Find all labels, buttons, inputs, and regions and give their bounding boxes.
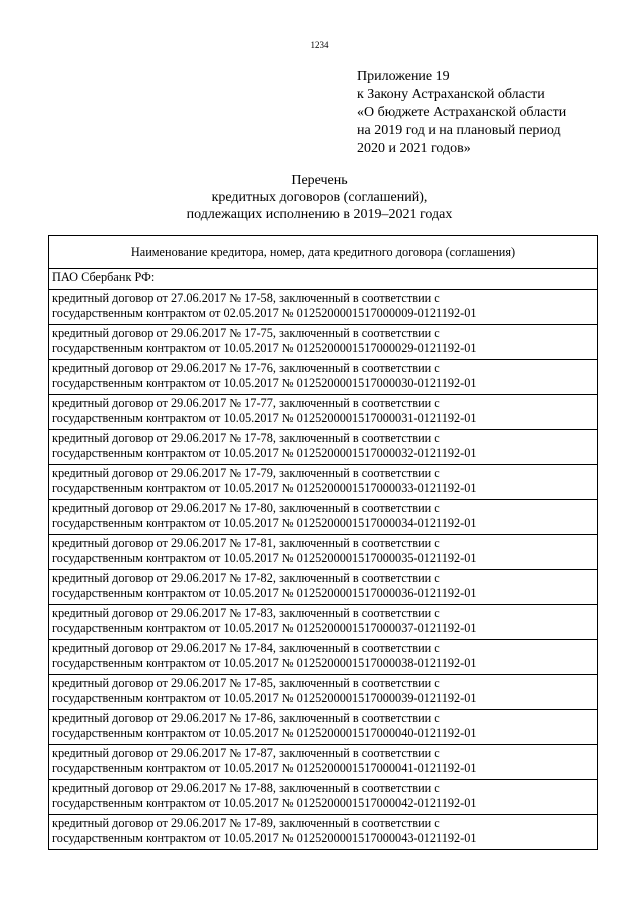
appendix-block	[357, 68, 627, 158]
agreement-line: кредитный договор от 29.06.2017 № 17-77, заключенный в соответствии с	[52, 396, 440, 410]
appendix-line: «О бюджете Астраханской области	[357, 105, 567, 120]
table-row	[49, 710, 598, 745]
agreement-line: кредитный договор от 29.06.2017 № 17-78, заключенный в соответствии с	[52, 431, 440, 445]
agreement-line: кредитный договор от 29.06.2017 № 17-82, заключенный в соответствии с	[52, 571, 440, 585]
table-row	[49, 500, 598, 535]
table-row	[49, 815, 598, 850]
agreement-line: кредитный договор от 29.06.2017 № 17-81, заключенный в соответствии с	[52, 536, 440, 550]
agreement-cell	[49, 430, 598, 465]
agreement-line: кредитный договор от 29.06.2017 № 17-83, заключенный в соответствии с	[52, 606, 440, 620]
agreement-cell	[49, 780, 598, 815]
contract-line: государственным контрактом от 10.05.2017 № 0125200001517000037-0121192-01	[52, 621, 477, 635]
table-row	[49, 465, 598, 500]
page-number: 1234	[310, 40, 329, 50]
contract-line: государственным контрактом от 10.05.2017 № 0125200001517000032-0121192-01	[52, 446, 477, 460]
table-row	[49, 605, 598, 640]
appendix-line: 2020 и 2021 годов»	[357, 141, 471, 156]
contract-line: государственным контрактом от 10.05.2017 № 0125200001517000040-0121192-01	[52, 726, 477, 740]
agreement-cell	[49, 640, 598, 675]
contract-line: государственным контрактом от 10.05.2017 № 0125200001517000036-0121192-01	[52, 586, 477, 600]
contract-line: государственным контрактом от 10.05.2017 № 0125200001517000043-0121192-01	[52, 831, 477, 845]
table-body	[49, 269, 598, 850]
table-row	[49, 675, 598, 710]
creditor-row	[49, 269, 598, 290]
agreement-line: кредитный договор от 29.06.2017 № 17-85, заключенный в соответствии с	[52, 676, 440, 690]
table-row	[49, 290, 598, 325]
creditor-name: ПАО Сбербанк РФ:	[49, 269, 598, 290]
appendix-line: к Закону Астраханской области	[357, 87, 545, 102]
agreement-cell	[49, 290, 598, 325]
agreement-line: кредитный договор от 29.06.2017 № 17-80, заключенный в соответствии с	[52, 501, 440, 515]
contract-line: государственным контрактом от 10.05.2017 № 0125200001517000038-0121192-01	[52, 656, 477, 670]
contract-line: государственным контрактом от 02.05.2017 № 0125200001517000009-0121192-01	[52, 306, 477, 320]
appendix-line: на 2019 год и на плановый период	[357, 123, 561, 138]
agreement-cell	[49, 745, 598, 780]
agreement-cell	[49, 710, 598, 745]
agreement-cell	[49, 395, 598, 430]
contract-line: государственным контрактом от 10.05.2017 № 0125200001517000035-0121192-01	[52, 551, 477, 565]
title-line: кредитных договоров (соглашений),	[211, 190, 428, 205]
table-row	[49, 325, 598, 360]
title-line: подлежащих исполнению в 2019–2021 годах	[186, 207, 453, 222]
table-row	[49, 360, 598, 395]
table-row	[49, 640, 598, 675]
document-title	[0, 172, 639, 223]
agreement-line: кредитный договор от 29.06.2017 № 17-76, заключенный в соответствии с	[52, 361, 440, 375]
agreement-cell	[49, 570, 598, 605]
table-row	[49, 570, 598, 605]
agreement-cell	[49, 815, 598, 850]
agreement-cell	[49, 535, 598, 570]
agreement-cell	[49, 325, 598, 360]
appendix-line: Приложение 19	[357, 69, 450, 84]
agreement-cell	[49, 500, 598, 535]
contract-line: государственным контрактом от 10.05.2017 № 0125200001517000039-0121192-01	[52, 691, 477, 705]
contract-line: государственным контрактом от 10.05.2017 № 0125200001517000033-0121192-01	[52, 481, 477, 495]
agreement-line: кредитный договор от 29.06.2017 № 17-86, заключенный в соответствии с	[52, 711, 440, 725]
table-row	[49, 745, 598, 780]
table-row	[49, 395, 598, 430]
contract-line: государственным контрактом от 10.05.2017 № 0125200001517000034-0121192-01	[52, 516, 477, 530]
agreement-cell	[49, 675, 598, 710]
agreement-cell	[49, 465, 598, 500]
agreement-cell	[49, 605, 598, 640]
table-row	[49, 430, 598, 465]
agreement-line: кредитный договор от 29.06.2017 № 17-79, заключенный в соответствии с	[52, 466, 440, 480]
table-header-row	[49, 236, 598, 269]
agreement-line: кредитный договор от 29.06.2017 № 17-89, заключенный в соответствии с	[52, 816, 440, 830]
contract-line: государственным контрактом от 10.05.2017 № 0125200001517000031-0121192-01	[52, 411, 477, 425]
credit-agreements-table	[48, 235, 598, 850]
contract-line: государственным контрактом от 10.05.2017 № 0125200001517000030-0121192-01	[52, 376, 477, 390]
column-header: Наименование кредитора, номер, дата кредитного договора (соглашения)	[49, 236, 598, 269]
agreement-line: кредитный договор от 29.06.2017 № 17-84, заключенный в соответствии с	[52, 641, 440, 655]
contract-line: государственным контрактом от 10.05.2017 № 0125200001517000029-0121192-01	[52, 341, 477, 355]
table-row	[49, 535, 598, 570]
agreement-line: кредитный договор от 27.06.2017 № 17-58, заключенный в соответствии с	[52, 291, 440, 305]
agreement-line: кредитный договор от 29.06.2017 № 17-88, заключенный в соответствии с	[52, 781, 440, 795]
contract-line: государственным контрактом от 10.05.2017 № 0125200001517000041-0121192-01	[52, 761, 477, 775]
agreement-cell	[49, 360, 598, 395]
title-line: Перечень	[291, 173, 348, 188]
agreement-line: кредитный договор от 29.06.2017 № 17-75, заключенный в соответствии с	[52, 326, 440, 340]
contract-line: государственным контрактом от 10.05.2017 № 0125200001517000042-0121192-01	[52, 796, 477, 810]
table-row	[49, 780, 598, 815]
agreement-line: кредитный договор от 29.06.2017 № 17-87, заключенный в соответствии с	[52, 746, 440, 760]
